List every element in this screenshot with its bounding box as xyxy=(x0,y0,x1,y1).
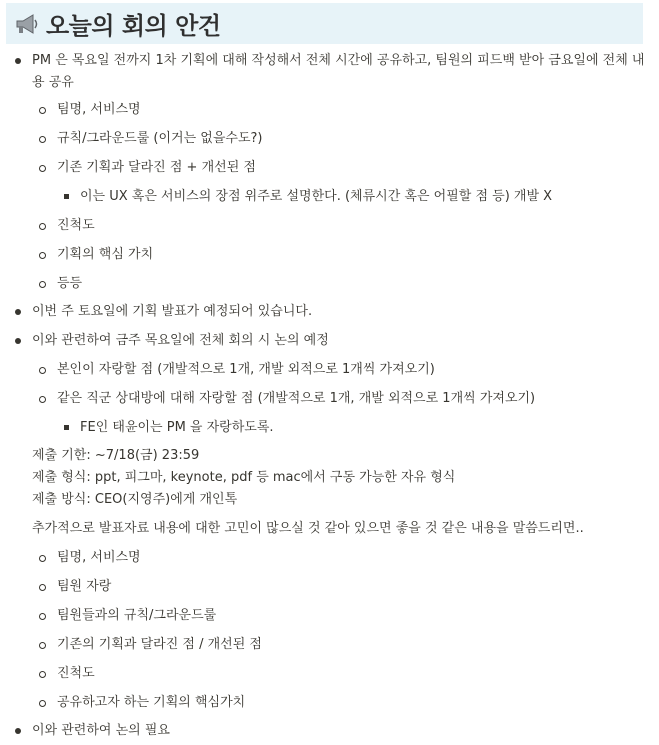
bullet xyxy=(39,252,46,259)
bullet xyxy=(39,642,46,649)
list-item-pm-line2: 용 공유 xyxy=(32,75,74,90)
submission-format: 제출 형식: ppt, 피그마, keynote, pdf 등 mac에서 구동 가능한 자유 형식 xyxy=(32,470,456,485)
bullet xyxy=(15,309,21,315)
bullet xyxy=(39,367,46,374)
list-item-peer: 같은 직군 상대방에 대해 자랑할 점 (개발적으로 1개, 개발 외적으로 1개씩 가져오기) xyxy=(57,391,536,406)
list-item-diff: 기존 기획과 달라진 점 + 개선된 점 xyxy=(57,160,256,175)
bullet xyxy=(39,165,46,172)
list-item-final: 이와 관련하여 논의 필요 xyxy=(32,723,170,738)
list-item-etc: 등등 xyxy=(57,276,83,291)
list-item-ux: 이는 UX 혹은 서비스의 장점 위주로 설명한다. (체류시간 혹은 어필할 점 등) 개발 X xyxy=(80,189,553,204)
megaphone-icon xyxy=(14,11,40,37)
list-item-progress: 진척도 xyxy=(57,218,95,233)
bullet xyxy=(39,671,46,678)
list-item-s-share: 공유하고자 하는 기획의 핵심가치 xyxy=(57,695,246,710)
bullet xyxy=(39,613,46,620)
bullet xyxy=(64,194,69,199)
page-title: 오늘의 회의 안건 xyxy=(46,12,221,40)
bullet xyxy=(39,107,46,114)
bullet xyxy=(15,58,21,64)
bullet xyxy=(39,136,46,143)
list-item-saturday: 이번 주 토요일에 기획 발표가 예정되어 있습니다. xyxy=(32,304,313,319)
bullet xyxy=(64,425,69,430)
list-item-core-value: 기획의 핵심 가치 xyxy=(57,247,154,262)
list-item-team-name: 팀명, 서비스명 xyxy=(57,102,141,117)
list-item-pm-line1: PM 은 목요일 전까지 1차 기획에 대해 작성해서 전체 시간에 공유하고, 팀원의 피드백 받아 금요일에 전체 내 xyxy=(32,53,645,68)
bullet xyxy=(39,396,46,403)
list-item-fe: FE인 태윤이는 PM 을 자랑하도록. xyxy=(80,420,274,435)
bullet xyxy=(39,223,46,230)
additional-paragraph: 추가적으로 발표자료 내용에 대한 고민이 많으실 것 같아 있으면 좋을 것 같은 내용을 말씀드리면.. xyxy=(32,521,584,536)
bullet xyxy=(39,584,46,591)
list-item-related: 이와 관련하여 금주 목요일에 전체 회의 시 논의 예정 xyxy=(32,333,329,348)
bullet xyxy=(15,338,21,344)
submission-method: 제출 방식: CEO(지영주)에게 개인톡 xyxy=(32,492,238,507)
bullet xyxy=(39,281,46,288)
list-item-proud: 본인이 자랑할 점 (개발적으로 1개, 개발 외적으로 1개씩 가져오기) xyxy=(57,362,435,377)
bullet xyxy=(39,555,46,562)
list-item-s-member: 팀원 자랑 xyxy=(57,579,112,594)
submission-deadline: 제출 기한: ~7/18(금) 23:59 xyxy=(32,448,200,463)
list-item-rules: 규칙/그라운드룰 (이거는 없을수도?) xyxy=(57,131,263,146)
bullet xyxy=(39,700,46,707)
bullet xyxy=(15,728,21,734)
list-item-s-progress: 진척도 xyxy=(57,666,95,681)
list-item-s-diff: 기존의 기획과 달라진 점 / 개선된 점 xyxy=(57,637,262,652)
page-header xyxy=(6,3,643,44)
list-item-s-team-name: 팀명, 서비스명 xyxy=(57,550,141,565)
list-item-s-rules: 팀원들과의 규칙/그라운드룰 xyxy=(57,608,217,623)
